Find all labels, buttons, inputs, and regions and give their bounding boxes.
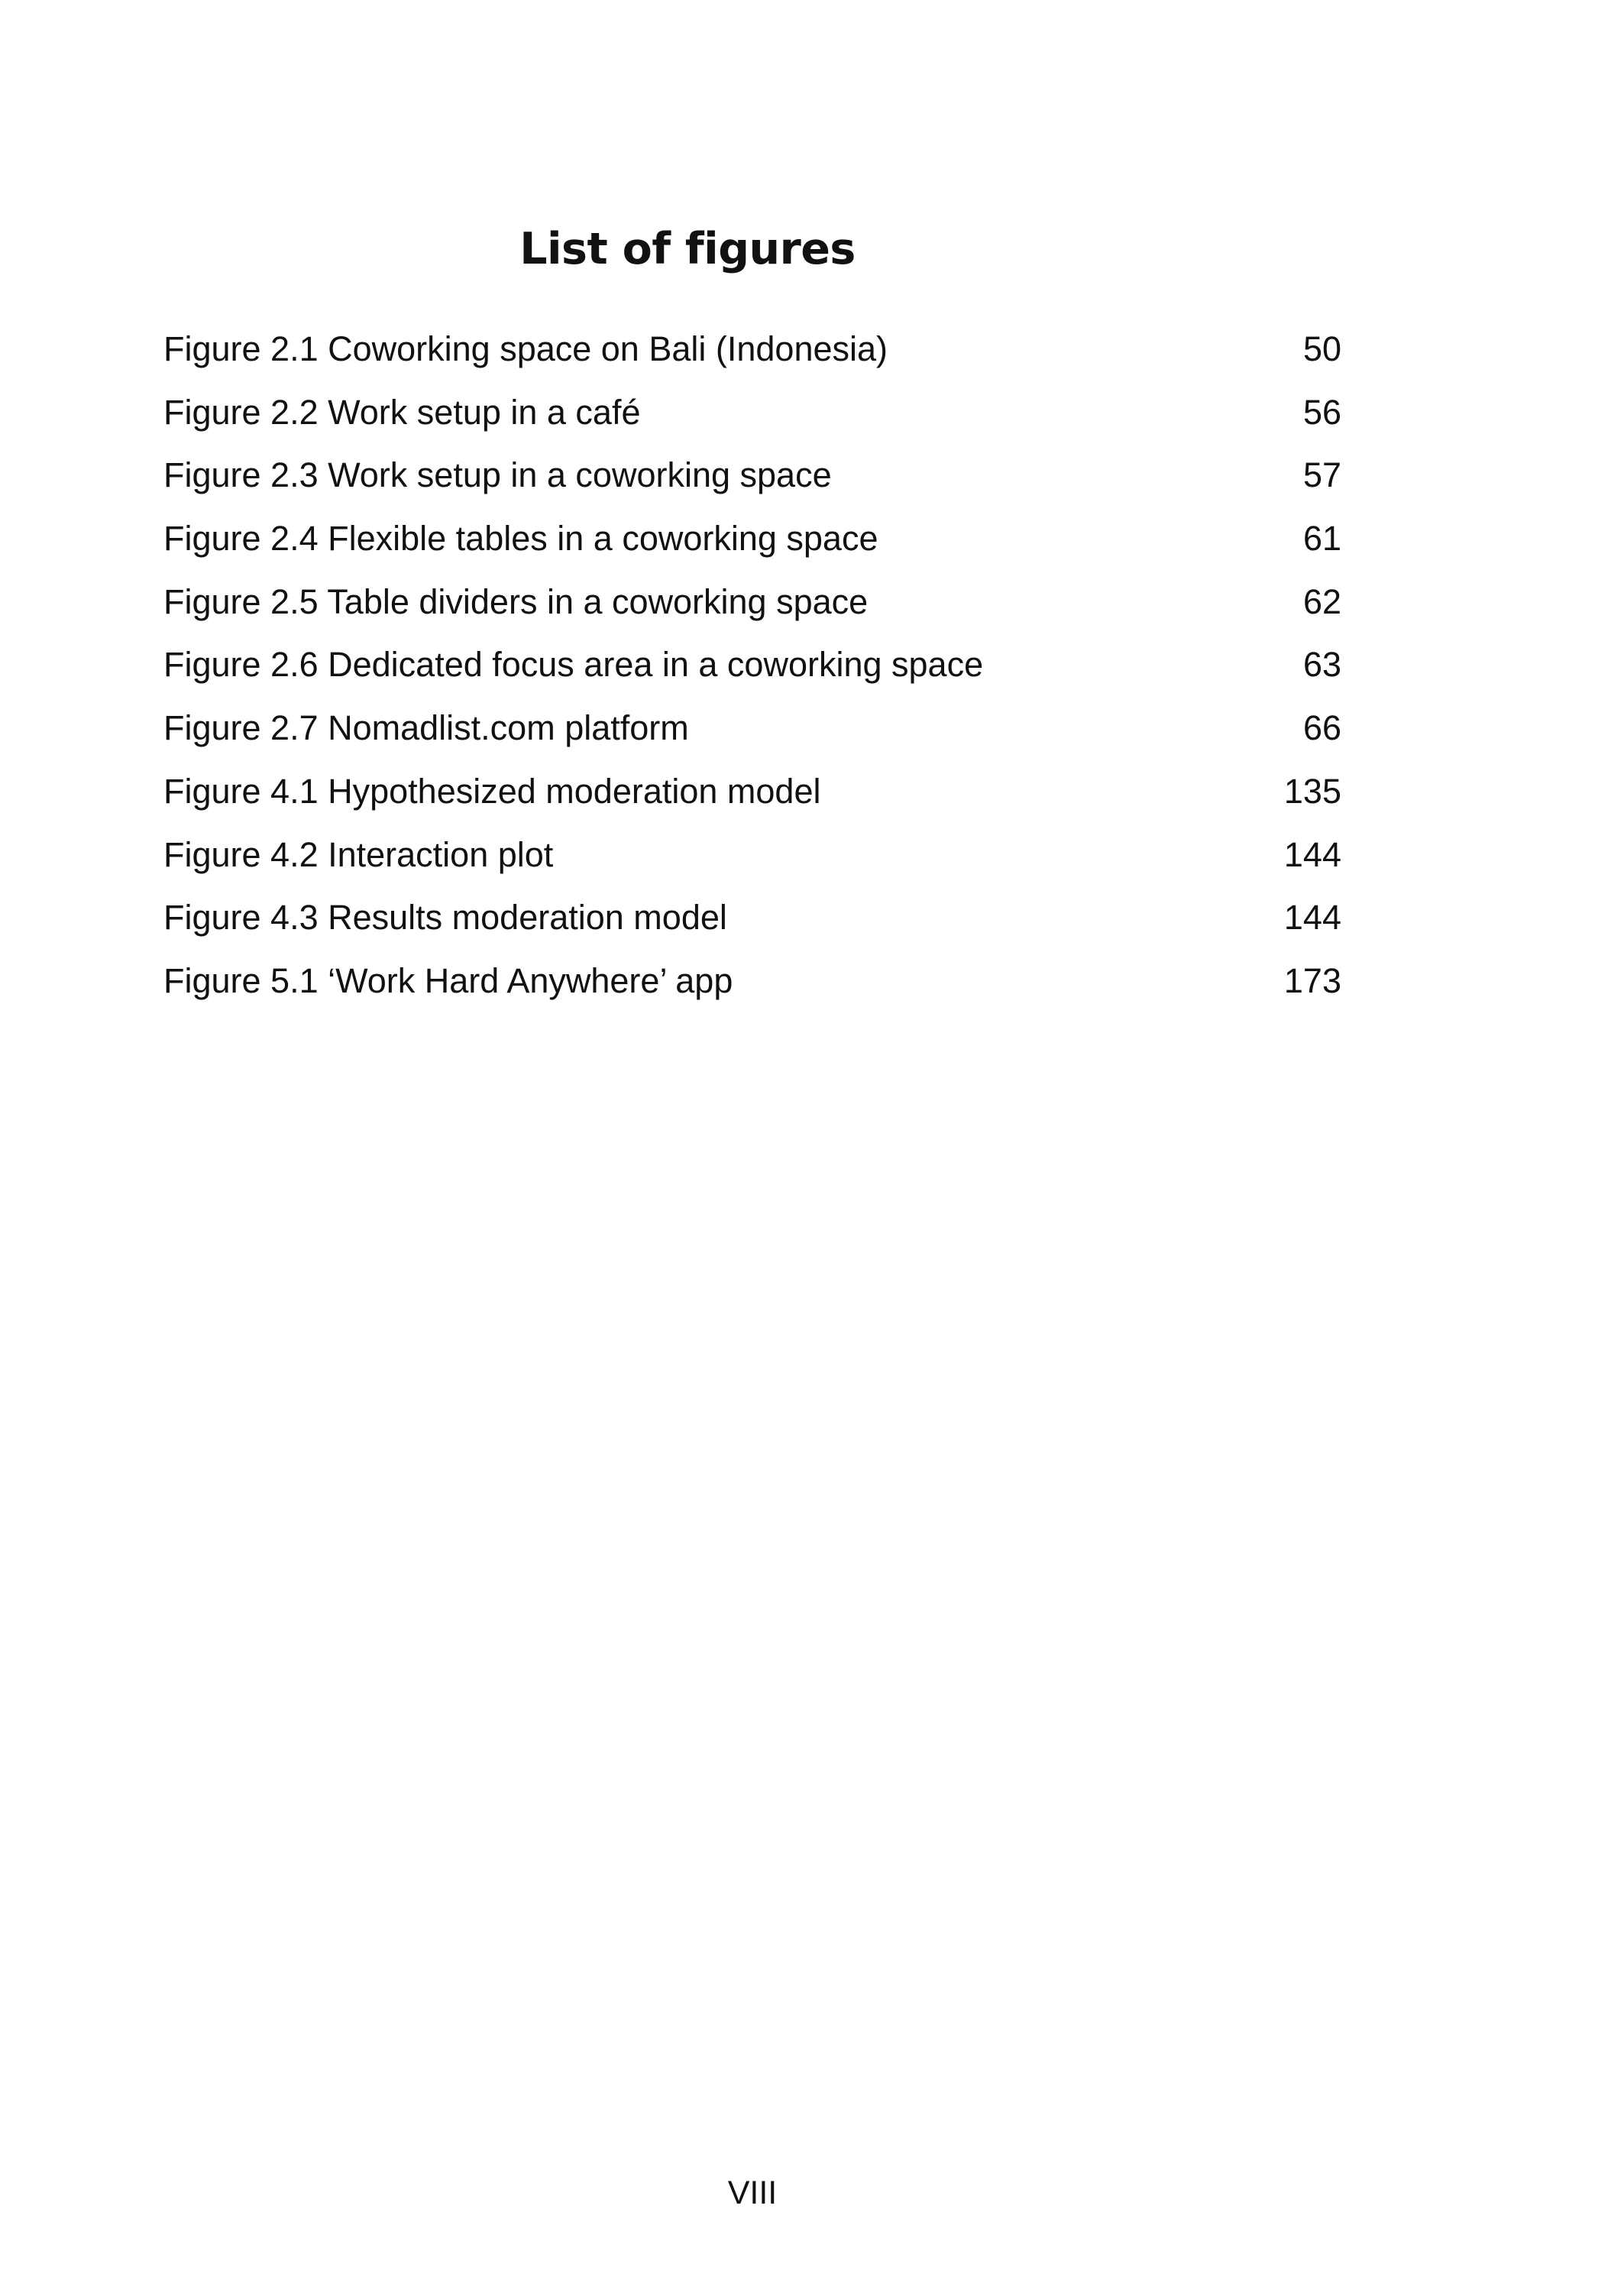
figure-entry-page: 135 [1283, 771, 1341, 811]
figure-entry-label: Figure 2.2 Work setup in a café [163, 392, 641, 432]
figure-entry-label: Figure 2.1 Coworking space on Bali (Indonesia) [163, 329, 888, 368]
figure-entry[interactable] [163, 571, 1341, 634]
figure-entry-label: Figure 4.3 Results moderation model [163, 898, 727, 938]
figure-entry[interactable] [163, 318, 1341, 381]
figure-entry[interactable] [163, 381, 1341, 445]
figure-entry-label: Figure 5.1 ‘Work Hard Anywhere’ app [163, 960, 733, 1000]
figure-entry-page: 50 [1302, 329, 1341, 368]
list-of-figures [163, 318, 1341, 1013]
figure-entry[interactable] [163, 507, 1341, 571]
page-number: VIII [727, 2175, 778, 2211]
figure-entry[interactable] [163, 444, 1341, 507]
figure-entry[interactable] [163, 824, 1341, 887]
page-title: List of figures [519, 224, 856, 274]
figure-entry-label: Figure 4.2 Interaction plot [163, 834, 554, 874]
figure-entry-page: 62 [1302, 581, 1341, 621]
figure-entry[interactable] [163, 633, 1341, 697]
figure-entry-page: 57 [1302, 455, 1341, 495]
figure-entry-label: Figure 2.6 Dedicated focus area in a coworking space [163, 645, 984, 685]
figure-entry-page: 66 [1302, 708, 1341, 748]
figure-entry-label: Figure 2.7 Nomadlist.com platform [163, 708, 689, 748]
figure-entry-page: 173 [1283, 960, 1341, 1000]
figure-entry-page: 144 [1283, 834, 1341, 874]
figure-entry-page: 144 [1283, 898, 1341, 938]
figure-entry-label: Figure 2.4 Flexible tables in a coworking space [163, 519, 878, 559]
figure-entry[interactable] [163, 950, 1341, 1013]
figure-entry-label: Figure 4.1 Hypothesized moderation model [163, 771, 821, 811]
figure-entry-page: 56 [1302, 392, 1341, 432]
figure-entry[interactable] [163, 886, 1341, 950]
figure-entry-page: 61 [1302, 519, 1341, 559]
figure-entry-label: Figure 2.3 Work setup in a coworking space [163, 455, 832, 495]
figure-entry[interactable] [163, 760, 1341, 824]
figure-entry-page: 63 [1302, 645, 1341, 685]
figure-entry-label: Figure 2.5 Table dividers in a coworking space [163, 581, 869, 621]
figure-entry[interactable] [163, 697, 1341, 760]
